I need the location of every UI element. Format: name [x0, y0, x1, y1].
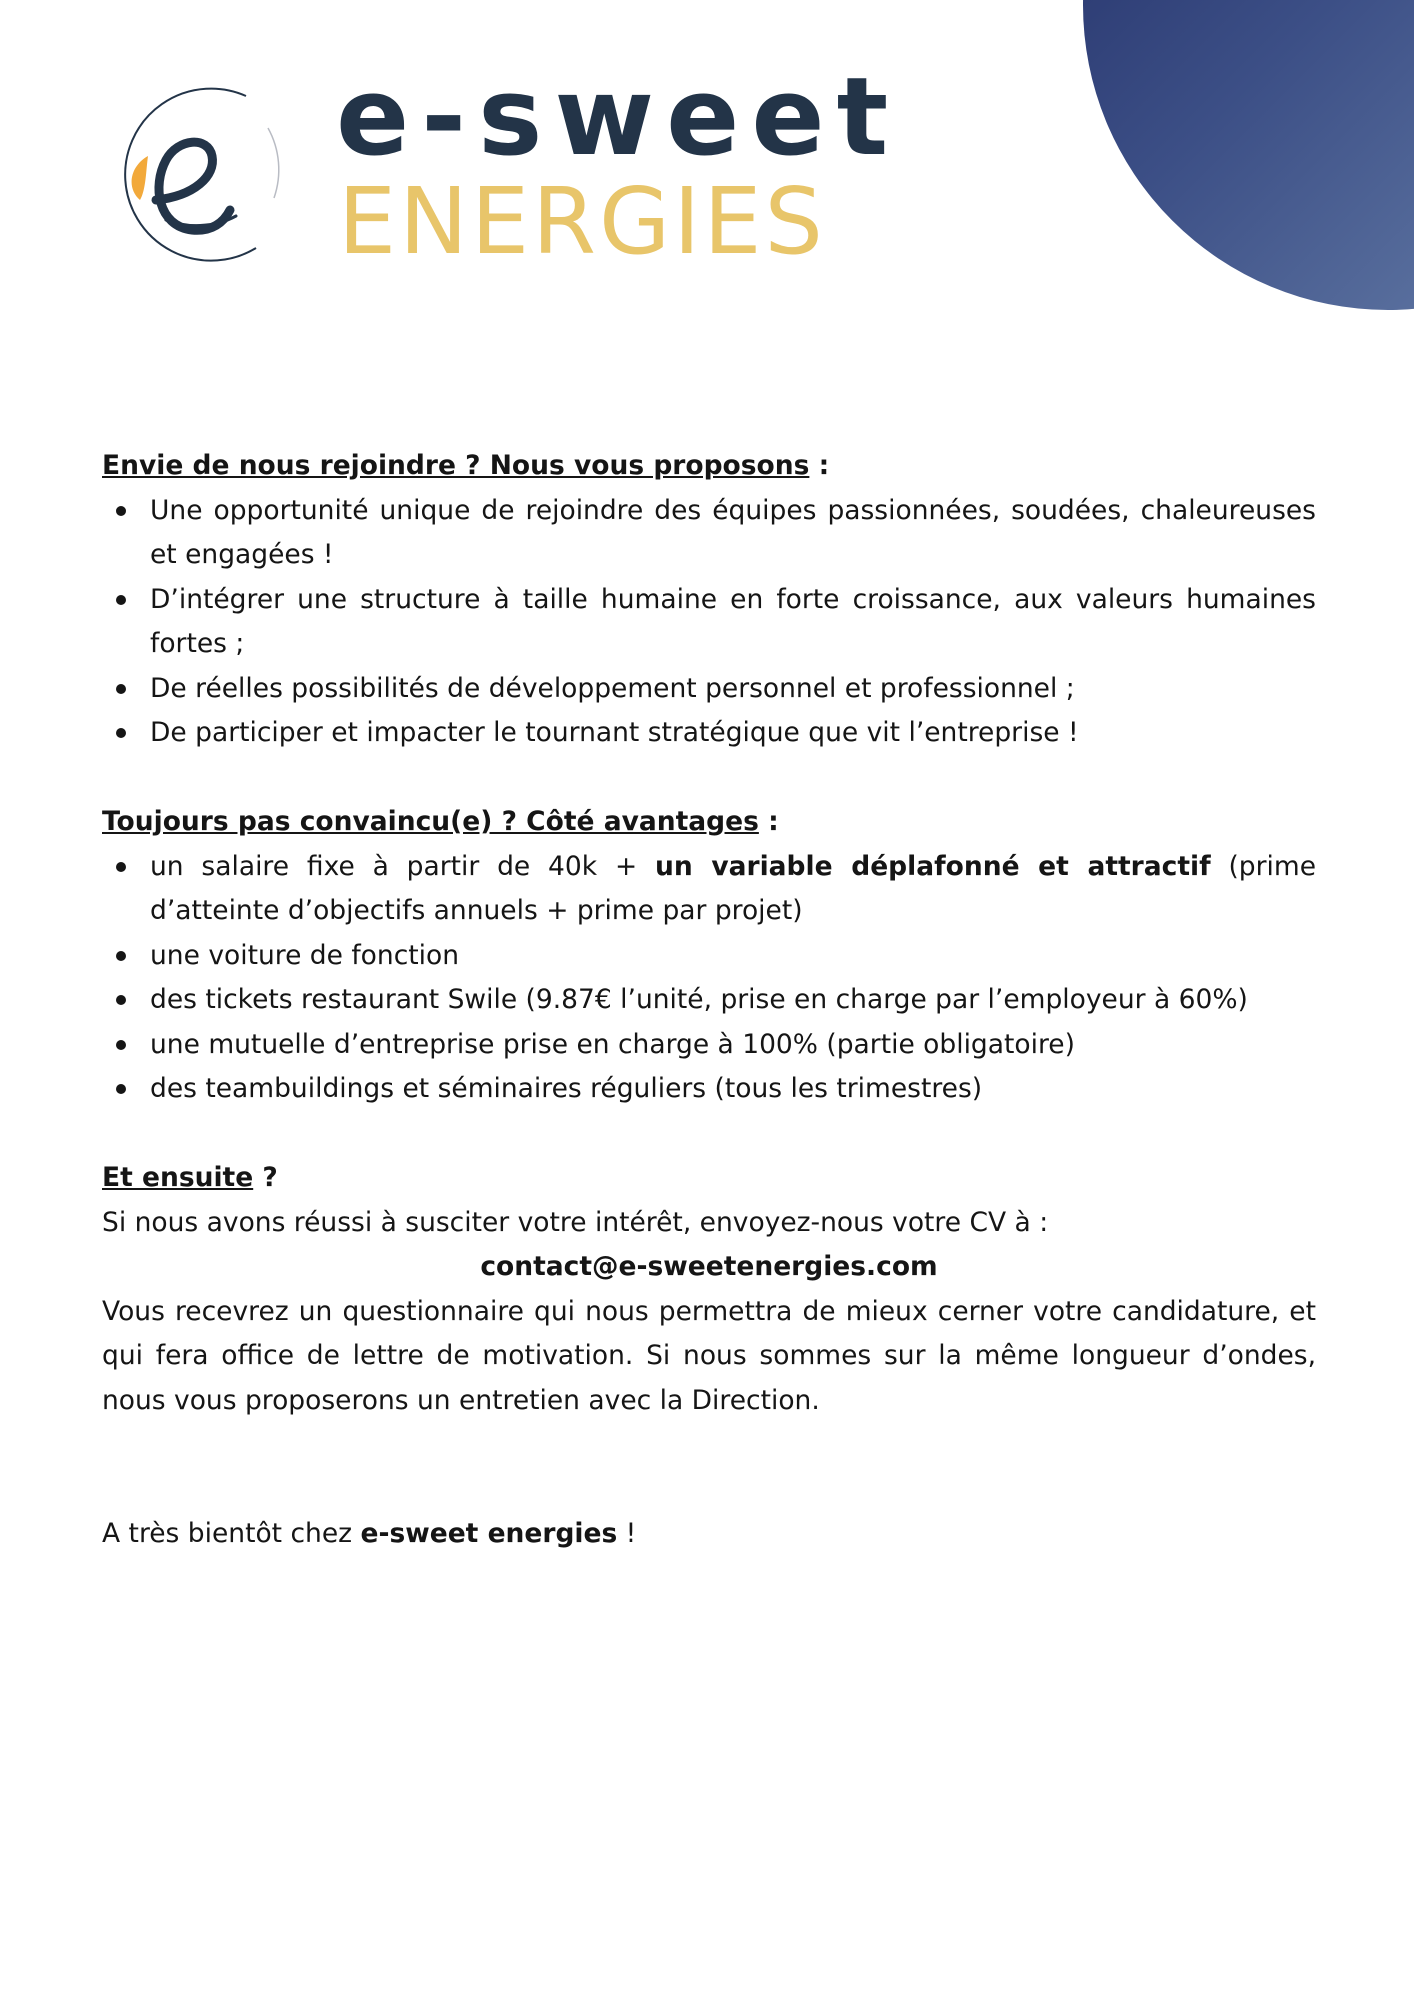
bullet-icon: [116, 862, 126, 872]
brand-name-secondary: ENERGIES: [338, 168, 826, 275]
list-item: [102, 845, 1316, 934]
list-item-text: une mutuelle d’entreprise prise en charge à 100% (partie obligatoire): [150, 1028, 1075, 1060]
heading-suffix: :: [758, 806, 779, 837]
heading-text: Envie de nous rejoindre ? Nous vous proposons: [102, 450, 810, 481]
heading-suffix: :: [809, 450, 830, 481]
bullet-icon: [116, 684, 126, 694]
list-item: [102, 578, 1316, 667]
list-item: [102, 711, 1316, 756]
company-logo: [96, 55, 901, 288]
list-item-text: des teambuildings et séminaires réguliers (tous les trimestres): [150, 1073, 983, 1104]
list-item: [102, 934, 1316, 979]
heading-text: Et ensuite: [102, 1162, 254, 1193]
list-item-text: une voiture de fonction: [150, 939, 460, 971]
list-item: [102, 1067, 1316, 1112]
closing-text: !: [617, 1518, 637, 1549]
offer-list: [102, 489, 1316, 756]
list-item-text: un salaire fixe à partir de 40k +: [150, 850, 655, 882]
section-heading-offer: [102, 444, 1316, 489]
bullet-icon: [116, 595, 126, 605]
list-item-text: De participer et impacter le tournant stratégique que vit l’entreprise !: [150, 717, 1079, 748]
spacer: [102, 1112, 1316, 1157]
list-item: [102, 667, 1316, 712]
list-item-text: Une opportunité unique de rejoindre des équipes passionnées, soudées, chaleureuses et engagées !: [150, 494, 1316, 570]
section-heading-next: [102, 1156, 1316, 1201]
bullet-icon: [116, 1040, 126, 1050]
bullet-icon: [116, 728, 126, 738]
brand-name-primary: e-sweet: [336, 55, 901, 180]
list-item-emphasis: un variable déplafonné et attractif: [655, 850, 1211, 882]
heading-suffix: ?: [253, 1162, 278, 1193]
bullet-icon: [116, 951, 126, 961]
bullet-icon: [116, 995, 126, 1005]
document-body: [102, 444, 1316, 1557]
closing-text: A très bientôt chez: [102, 1518, 361, 1549]
list-item-text: (prime d’atteinte d’objectifs annuels + prime par projet): [150, 850, 1316, 926]
list-item-text: des tickets restaurant Swile (9.87€ l’unité, prise en charge par l’employeur à 60%): [150, 984, 1248, 1015]
spacer: [102, 756, 1316, 801]
list-item: [102, 1023, 1316, 1068]
process-paragraph: Vous recevrez un questionnaire qui nous permettra de mieux cerner votre candidature, et qui fera office de lettre de motivation. Si nous sommes sur la même longueur d’ondes, nous vous proposerons un entretien avec la Direction.: [102, 1295, 1316, 1416]
bullet-icon: [116, 506, 126, 516]
bullet-icon: [116, 1084, 126, 1094]
list-item-text: D’intégrer une structure à taille humaine en forte croissance, aux valeurs humaines fortes ;: [150, 583, 1316, 659]
list-item-text: De réelles possibilités de développement personnel et professionnel ;: [150, 672, 1075, 704]
list-item: [102, 489, 1316, 578]
closing-brand: e-sweet energies: [360, 1518, 618, 1549]
decorative-corner-circle: [1083, 0, 1414, 310]
spacer: [102, 1423, 1316, 1512]
benefits-list: [102, 845, 1316, 1112]
e-logo-icon: [96, 78, 296, 278]
section-heading-benefits: [102, 800, 1316, 845]
list-item: [102, 978, 1316, 1023]
closing-line: [102, 1512, 1316, 1557]
intro-text: Si nous avons réussi à susciter votre intérêt, envoyez-nous votre CV à :: [102, 1206, 1049, 1238]
heading-text: Toujours pas convaincu(e) ? Côté avantages: [102, 806, 759, 837]
contact-email: contact@e-sweetenergies.com: [480, 1251, 938, 1282]
